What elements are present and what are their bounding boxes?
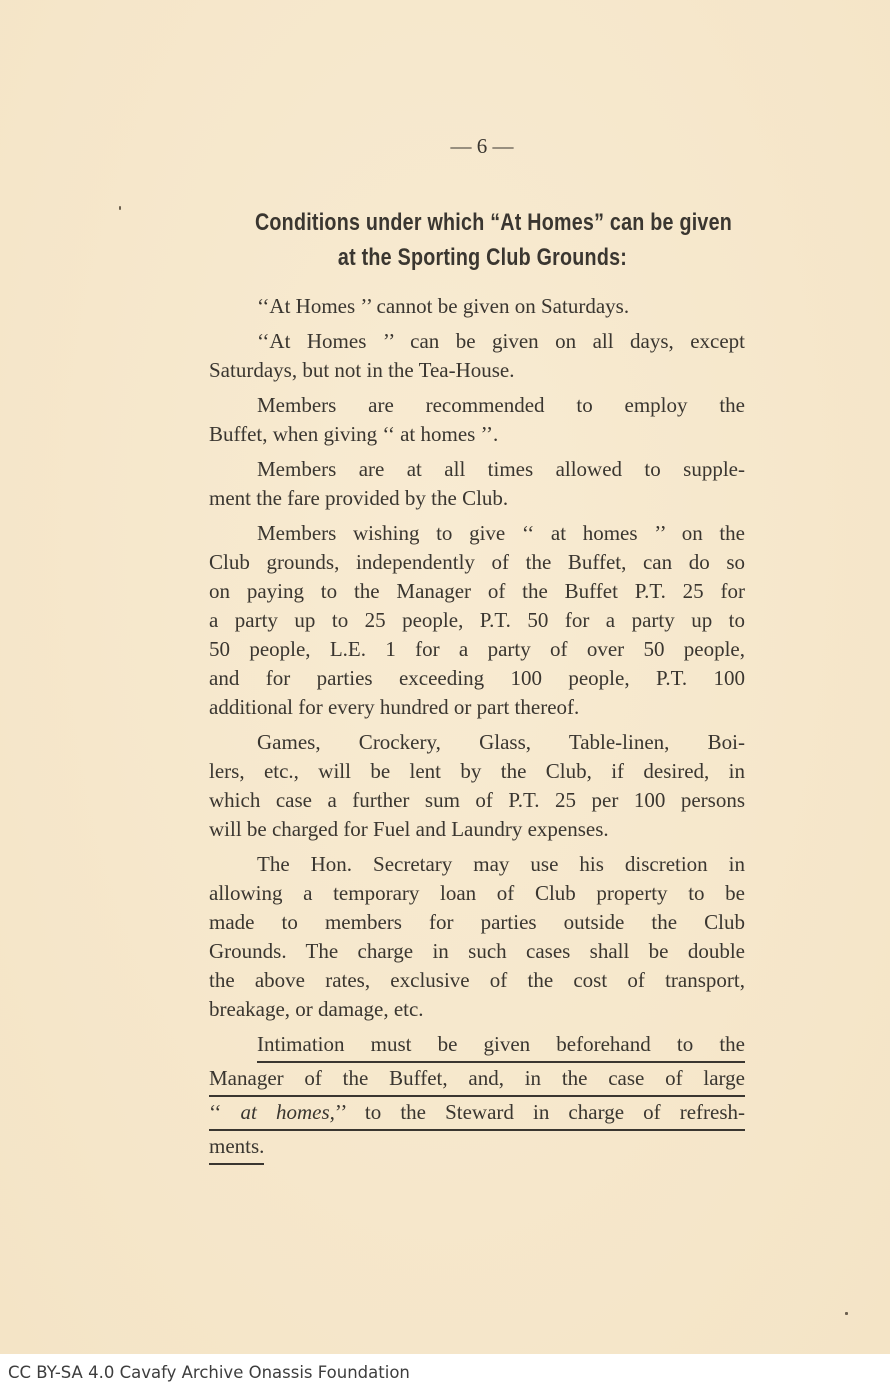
- paragraph-line: Intimation must be given beforehand to the: [257, 1030, 745, 1063]
- paragraph-line: ‘‘At Homes ’’ cannot be given on Saturdays.: [257, 294, 630, 318]
- paragraph: [209, 728, 745, 844]
- paragraph: [209, 455, 745, 513]
- paragraph-line: ments.: [209, 1132, 264, 1165]
- paragraph-line: Grounds. The charge in such cases shall be double: [209, 939, 745, 963]
- license-caption: CC BY-SA 4.0 Cavafy Archive Onassis Foundation: [8, 1363, 410, 1382]
- paragraph-line: the above rates, exclusive of the cost of transport,: [209, 968, 745, 992]
- paragraph-line: a party up to 25 people, P.T. 50 for a party up to: [209, 608, 745, 632]
- line-rest: ’’ to the Steward in charge of refresh-: [334, 1100, 745, 1124]
- underlined-paragraph: [209, 1030, 745, 1166]
- paragraph-line: Members are recommended to employ the: [257, 393, 745, 417]
- italic-at-homes: at homes,: [240, 1100, 335, 1124]
- paragraph: [209, 292, 745, 321]
- paragraph-line: made to members for parties outside the Club: [209, 910, 745, 934]
- page-number: — 6 —: [450, 134, 514, 158]
- paragraph-line: Saturdays, but not in the Tea-House.: [209, 358, 515, 382]
- paper-speck: [119, 206, 121, 210]
- paragraph-line: ‘‘At Homes ’’ can be given on all days, except: [257, 329, 745, 353]
- paragraph-line: The Hon. Secretary may use his discretion in: [257, 852, 745, 876]
- paragraph-line: Club grounds, independently of the Buffet, can do so: [209, 550, 745, 574]
- paragraph: [209, 850, 745, 1024]
- quote-open: ‘‘: [209, 1100, 241, 1124]
- paragraph: [209, 391, 745, 449]
- paragraph-line: Members are at all times allowed to supple-: [257, 457, 745, 481]
- paragraph-line: lers, etc., will be lent by the Club, if desired, in: [209, 759, 745, 783]
- paragraph-line: which case a further sum of P.T. 25 per 100 persons: [209, 788, 745, 812]
- paragraph-line: breakage, or damage, etc.: [209, 997, 424, 1021]
- paragraph-line: Manager of the Buffet, and, in the case of large: [209, 1064, 745, 1097]
- body-text: [209, 292, 745, 1172]
- paper-speck: [845, 1312, 848, 1315]
- paragraph: [209, 327, 745, 385]
- paragraph: [209, 519, 745, 722]
- paragraph-line: allowing a temporary loan of Club property to be: [209, 881, 745, 905]
- paragraph-line: additional for every hundred or part thereof.: [209, 695, 580, 719]
- paragraph-line: Buffet, when giving ‘‘ at homes ’’.: [209, 422, 499, 446]
- paragraph-line: Games, Crockery, Glass, Table-linen, Boi-: [257, 730, 745, 754]
- heading-line-1: Conditions under which “At Homes” can be given: [254, 209, 733, 236]
- paragraph-line: on paying to the Manager of the Buffet P.T. 25 for: [209, 579, 745, 603]
- heading-line-2: at the Sporting Club Grounds:: [337, 244, 628, 271]
- paragraph-line: [209, 1098, 745, 1131]
- paragraph-line: will be charged for Fuel and Laundry expenses.: [209, 817, 609, 841]
- paragraph-line: and for parties exceeding 100 people, P.T. 100: [209, 666, 745, 690]
- paragraph-line: Members wishing to give ‘‘ at homes ’’ on the: [257, 521, 745, 545]
- paragraph-line: 50 people, L.E. 1 for a party of over 50 people,: [209, 637, 745, 661]
- section-heading: [254, 205, 733, 275]
- paragraph-line: ment the fare provided by the Club.: [209, 486, 509, 510]
